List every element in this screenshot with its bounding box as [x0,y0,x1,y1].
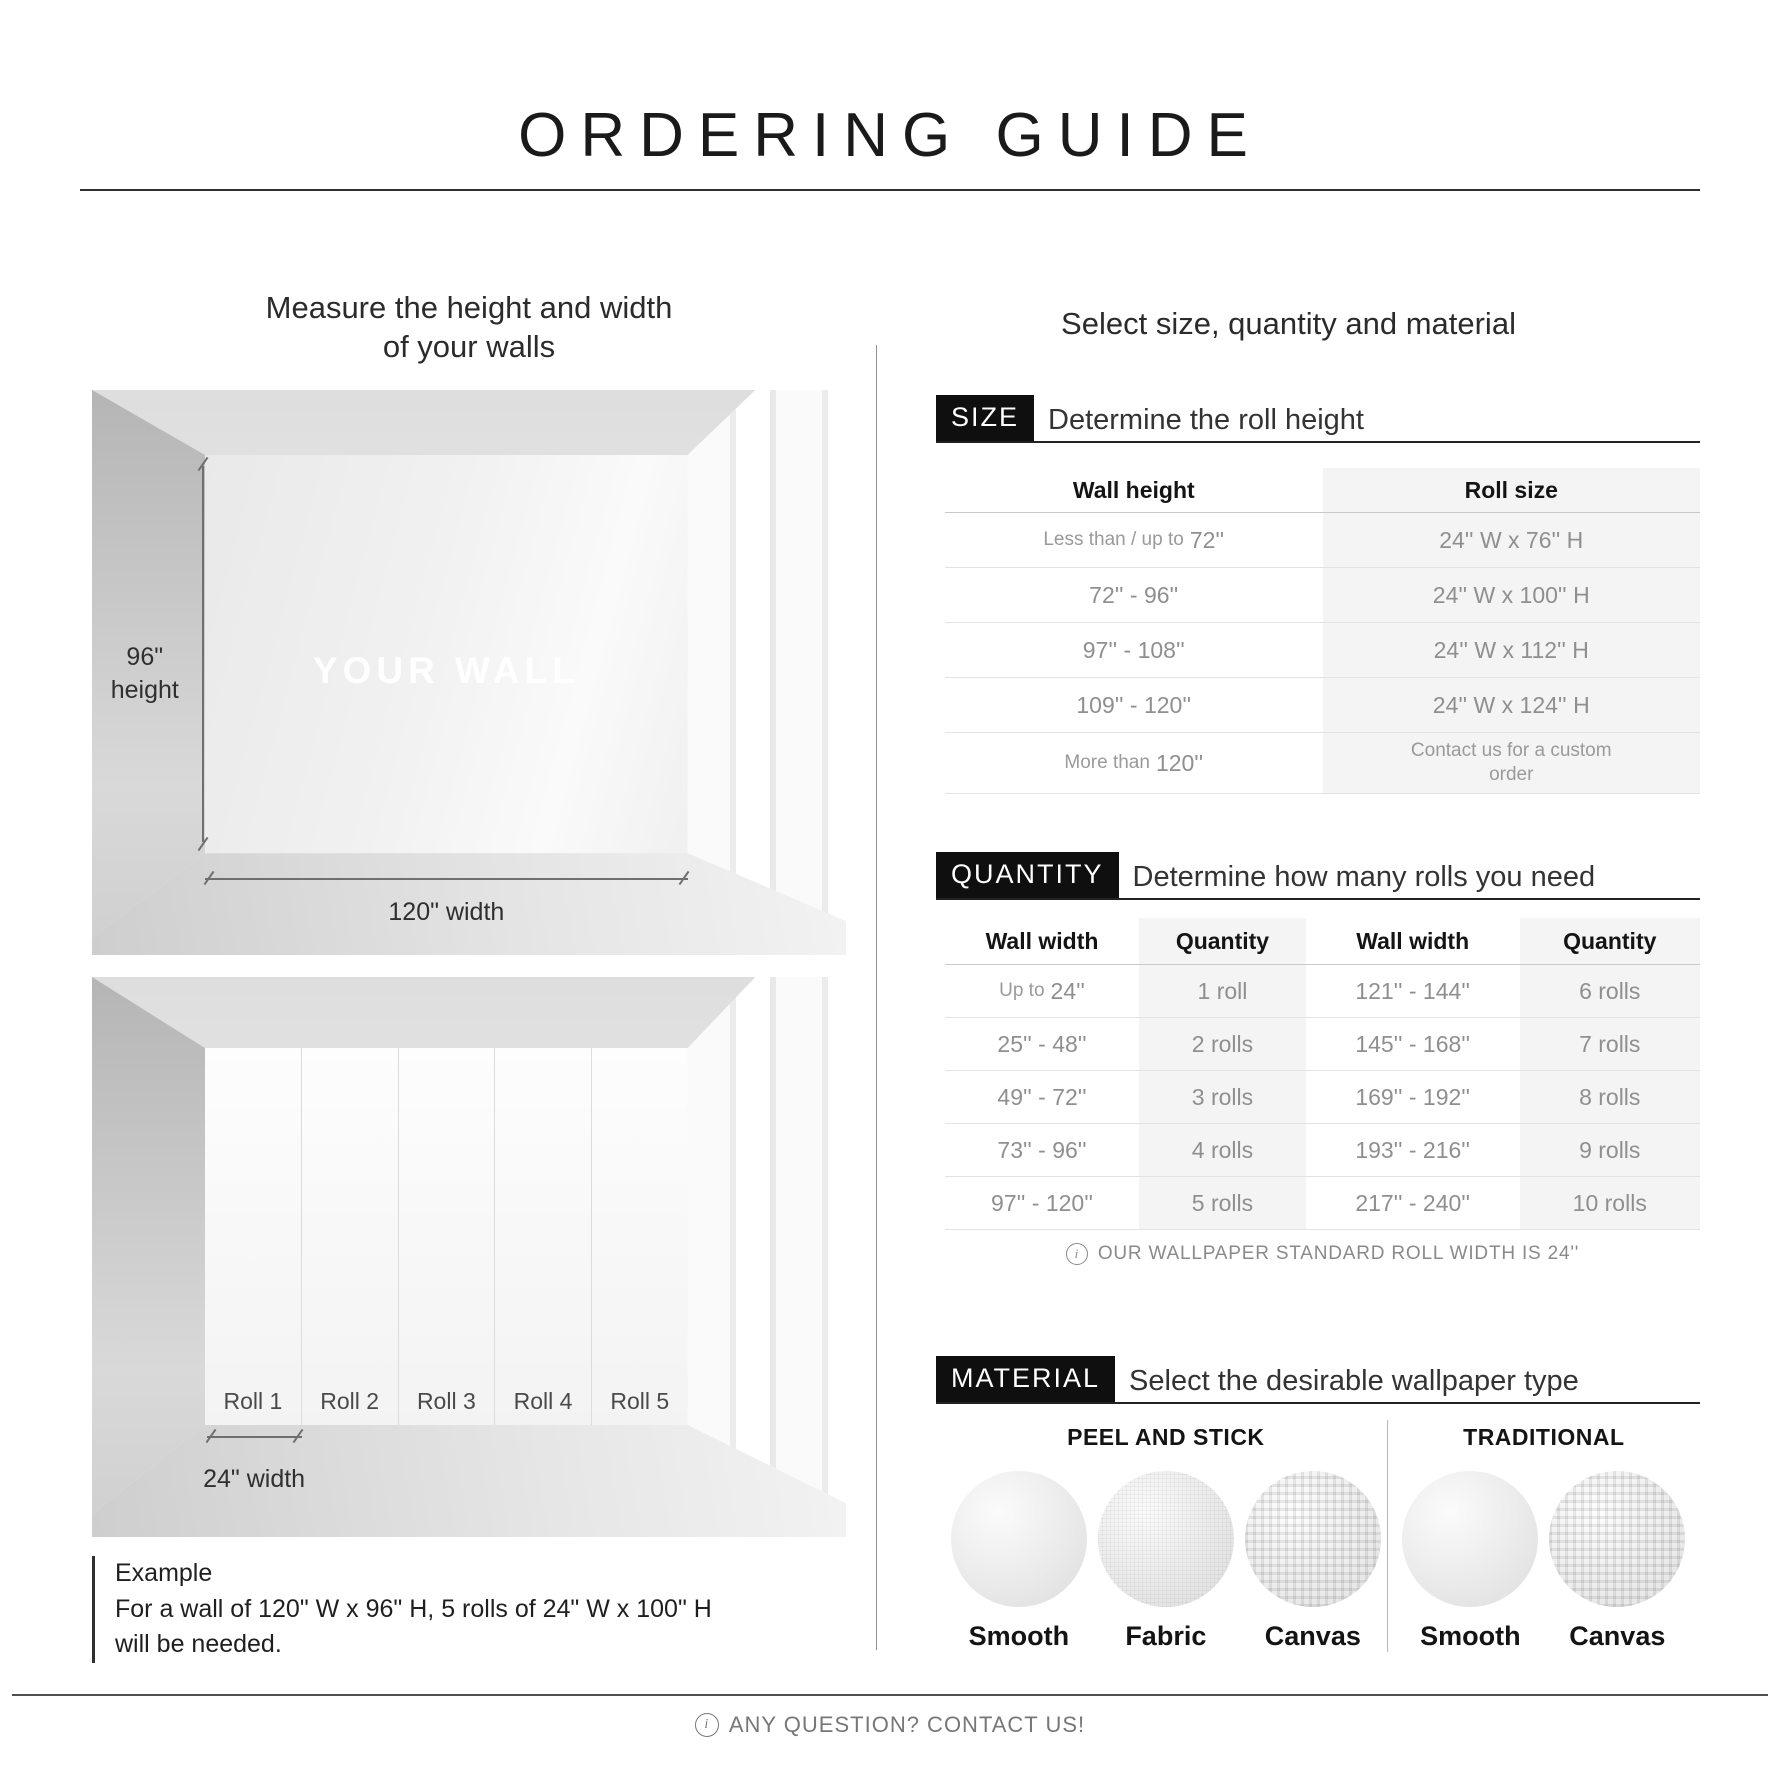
wall-width-cell: 193'' - 216'' [1355,1136,1471,1163]
quantity-table-row [945,1018,1700,1071]
wall-height-cell [945,513,1323,567]
roll-size-cell: 24'' W x 124'' H [1323,678,1701,732]
quantity-table-row [945,1177,1700,1230]
col-header-roll-size: Roll size [1323,468,1701,512]
quantity-table-row [945,1124,1700,1177]
size-table-header-row [945,468,1700,513]
swatch-row [945,1471,1387,1652]
swatch-canvas [1548,1471,1686,1652]
height-word: height [110,675,179,704]
page-title: ORDERING GUIDE [518,100,1262,170]
canvas-texture-icon [1245,1471,1381,1607]
cell-prefix: More than [1064,752,1150,773]
cell-prefix: Less than / up to [1043,529,1184,550]
quantity-table-row [945,1071,1700,1124]
width-dimension-label: 120" width [388,898,505,927]
wall-height-cell [945,733,1323,793]
material-group-traditional [1387,1420,1700,1652]
roll-size-cell: 24'' W x 100'' H [1323,568,1701,622]
size-section-title: Determine the roll height [1048,404,1364,436]
size-table-row [945,733,1700,794]
quantity-cell: 9 rolls [1520,1124,1700,1176]
roll-width-dimension-label: 24" width [203,1465,306,1494]
col-header-wall-width-1: Wall width [985,927,1099,954]
quantity-cell: 8 rolls [1520,1071,1700,1123]
room-illustration-rolls [92,977,846,1537]
example-title: Example [115,1559,213,1587]
height-dimension-label [92,641,198,706]
cell-value: 120'' [1155,749,1204,776]
quantity-cell: 2 rolls [1139,1018,1306,1070]
example-block [92,1556,815,1663]
quantity-cell: 6 rolls [1520,965,1700,1017]
size-table-row [945,513,1700,568]
size-table [945,468,1700,794]
col-header-quantity-1: Quantity [1139,918,1306,964]
contact-us-text: ANY QUESTION? CONTACT US! [728,1712,1086,1737]
quantity-cell: 5 rolls [1139,1177,1306,1229]
smooth-texture-icon [951,1471,1087,1607]
quantity-cell: 1 roll [1139,965,1306,1017]
quantity-badge: QUANTITY [936,852,1119,898]
left-column-heading [92,288,846,367]
material-section-header [936,1356,1700,1404]
cell-value: 72'' - 96'' [1089,581,1179,608]
roll-panel [302,1048,399,1425]
custom-order-note: Contact us for a custom order [1410,740,1612,785]
wall-width-cell: 49'' - 72'' [997,1083,1087,1110]
swatch-smooth [1401,1471,1539,1652]
wall-width-cell: 217'' - 240'' [1355,1189,1471,1216]
wall-width-cell: 145'' - 168'' [1355,1030,1471,1057]
material-group-peel-and-stick [945,1420,1387,1652]
size-table-row [945,678,1700,733]
wall-height-cell [945,623,1323,677]
roll-width-measure-line [207,1436,302,1438]
col-header-wall-height: Wall height [1072,476,1195,503]
quantity-table-row [945,965,1700,1018]
your-wall-label: YOUR WALL [312,649,580,691]
swatch-label: Canvas [1264,1621,1361,1651]
quantity-cell: 10 rolls [1520,1177,1700,1229]
cell-value: 24'' [1050,977,1085,1004]
material-section-title: Select the desirable wallpaper type [1129,1365,1579,1397]
wallpaper-roll-panels [205,1048,688,1425]
height-value: 96" [126,643,164,672]
swatch-label: Smooth [1420,1621,1521,1651]
quantity-cell: 3 rolls [1139,1071,1306,1123]
column-divider [876,345,877,1650]
wall-height-cell [945,678,1323,732]
swatch-canvas [1244,1471,1382,1652]
roll-panel [495,1048,592,1425]
wall-width-cell: 25'' - 48'' [997,1030,1087,1057]
wall-width-cell: 97'' - 120'' [991,1189,1093,1216]
col-header-wall-width-2: Wall width [1356,927,1470,954]
wall-width-cell: 121'' - 144'' [1355,977,1471,1004]
material-group-name: TRADITIONAL [1463,1424,1625,1450]
fabric-texture-icon [1098,1471,1234,1607]
size-table-row [945,568,1700,623]
roll-width-note-text: OUR WALLPAPER STANDARD ROLL WIDTH IS 24'' [1097,1243,1580,1264]
swatch-label: Canvas [1569,1621,1666,1651]
cell-prefix: Up to [999,980,1045,1001]
roll-label: Roll 3 [416,1387,476,1414]
swatch-fabric [1097,1471,1235,1652]
material-group-name: PEEL AND STICK [1067,1424,1265,1450]
wall-width-cell: 73'' - 96'' [997,1136,1087,1163]
cell-value: 97'' - 108'' [1082,636,1185,663]
wall-height-cell [945,568,1323,622]
smooth-texture-icon [1402,1471,1538,1607]
left-heading-line2: of your walls [382,329,556,365]
footer-divider [12,1694,1768,1696]
canvas-texture-icon [1549,1471,1685,1607]
right-column-heading: Select size, quantity and material [1061,305,1516,341]
roll-panel [592,1048,688,1425]
quantity-table [945,918,1700,1230]
roll-width-note [945,1243,1700,1265]
roll-label: Roll 2 [320,1387,380,1414]
contact-us-note[interactable] [0,1712,1780,1738]
cell-value: 109'' - 120'' [1076,691,1192,718]
roll-size-cell: 24'' W x 76'' H [1323,513,1701,567]
roll-label: Roll 5 [610,1387,670,1414]
roll-size-cell: 24'' W x 112'' H [1323,623,1701,677]
roll-panel [205,1048,302,1425]
material-options [945,1420,1700,1652]
size-section-header [936,395,1700,443]
roll-label: Roll 1 [223,1387,283,1414]
size-table-row [945,623,1700,678]
swatch-row [1388,1471,1700,1652]
wall-width-cell [945,965,1139,1017]
info-icon [1066,1243,1088,1265]
cell-value: 72'' [1189,526,1225,553]
title-divider [80,189,1700,191]
roll-label: Roll 4 [513,1387,573,1414]
roll-panel [399,1048,496,1425]
col-header-quantity-2: Quantity [1520,918,1700,964]
room-illustration-measure [92,390,846,955]
material-badge: MATERIAL [936,1356,1115,1402]
wall-width-cell: 169'' - 192'' [1355,1083,1471,1110]
quantity-table-header-row [945,918,1700,965]
quantity-cell: 4 rolls [1139,1124,1306,1176]
swatch-label: Smooth [968,1621,1070,1651]
swatch-smooth [950,1471,1088,1652]
quantity-section-header [936,852,1700,900]
roll-size-cell [1323,733,1701,793]
example-line1: For a wall of 120" W x 96" H, 5 rolls of 24" W x 100" H [115,1594,712,1623]
quantity-section-title: Determine how many rolls you need [1132,861,1596,893]
left-heading-line1: Measure the height and width [265,289,673,325]
height-measure-line [202,466,204,842]
example-line2: will be needed. [115,1630,282,1658]
width-measure-line [205,878,688,880]
swatch-label: Fabric [1125,1621,1207,1651]
info-icon [695,1713,719,1737]
size-badge: SIZE [936,395,1034,441]
quantity-cell: 7 rolls [1520,1018,1700,1070]
